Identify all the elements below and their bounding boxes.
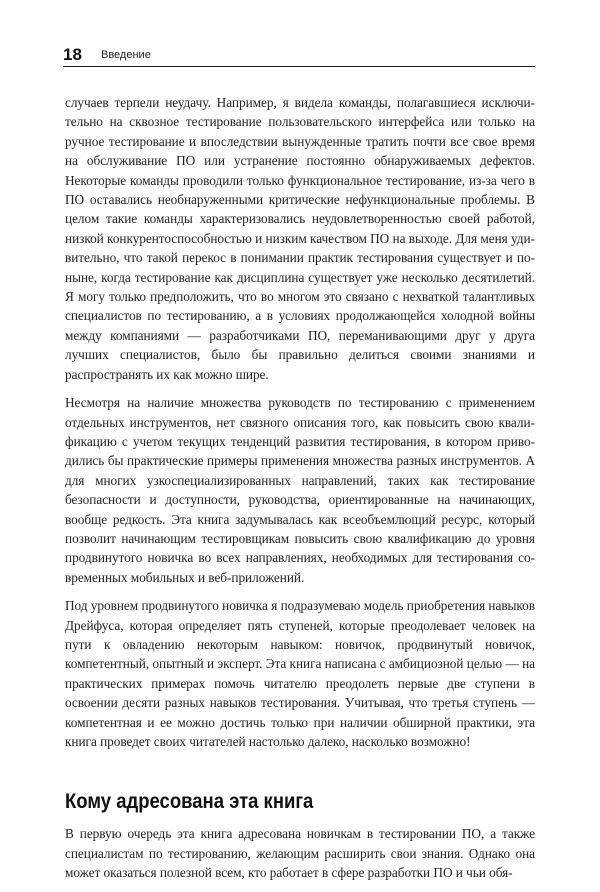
section-paragraph: В первую очередь эта книга адресована новичкам в тестировании ПО, а также специалистам по тестированию, желающим расширить свои знания. Однако она может оказаться полезной всем, кто работает в сфере разработки ПО и чьи обя-: [65, 826, 535, 881]
running-head-title: Введение: [101, 49, 151, 61]
paragraph-1: случаев терпели неудачу. Например, я видела команды, полагавшиеся исключительно на сквозное тестирование пользовательского интерфейса или только на ручное тестирование и впоследствии вынужденные тратить почти все свое время на обслуживание ПО или устранение постоянно обнаруживаемых дефектов. Некоторые команды проводили только функциональное тестирование, из-за чего в ПО оставались необнаруженными критические нефункциональные проблемы. В целом такие команды характеризовались неудовлетворенностью своей работой, низкой конкурентоспособностью и низким качеством ПО на выходе. Для меня удивительно, что такой перекос в понимании практик тестирования существует и поныне, когда тестирование как дисциплина существует уже несколько десятилетий. Я могу только предположить, что во многом это связано с нехваткой талантливых специалистов по тестированию, а в условиях продолжающейся холодной войны между компаниями — разработчиками ПО, переманивающими друг у друга лучших специалистов, было бы правильно делиться своими знаниями и распространять их как можно шире.: [65, 95, 535, 382]
page-body: [65, 93, 535, 892]
running-header: [63, 40, 535, 70]
page-number: 18: [63, 45, 82, 64]
paragraph-3: Под уровнем продвинутого новичка я подразумеваю модель приобретения навыков Дрейфуса, которая определяет пять ступеней, которые преодолевает человек на пути к овладению некоторым навыком: новичок, продвинутый новичок, компетентный, опытный и эксперт. Эта книга написана с амбициозной целью — на практических примерах помочь читателю преодолеть первые две ступени в освоении десяти разных навыков тестирования. Учитывая, что третья ступень — компетентная и ее можно достичь только при наличии обширной практики, эта книга проведет своих читателей настолько далеко, насколько возможно!: [65, 598, 535, 749]
section-heading: Кому адресована эта книга: [65, 789, 314, 814]
paragraph-2: Несмотря на наличие множества руководств по тестированию с применением отдельных инструментов, нет связного описания того, как повысить свою квалификацию с учетом текущих тенденций развития тестирования, в котором приводились бы практические примеры применения множества разных инструментов. А для многих узкоспециализированных направлений, таких как тестирование безопасности и доступности, руководства, ориентированные на начинающих, вообще редкость. Эта книга задумывалась как всеобъемлющий ресурс, который позволит начинающим тестировщикам повысить свою квалификацию до уровня продвинутого новичка во всех направлениях, необходимых для тестирования современных мобильных и веб-приложений.: [65, 395, 535, 585]
header-rule: [63, 66, 535, 67]
